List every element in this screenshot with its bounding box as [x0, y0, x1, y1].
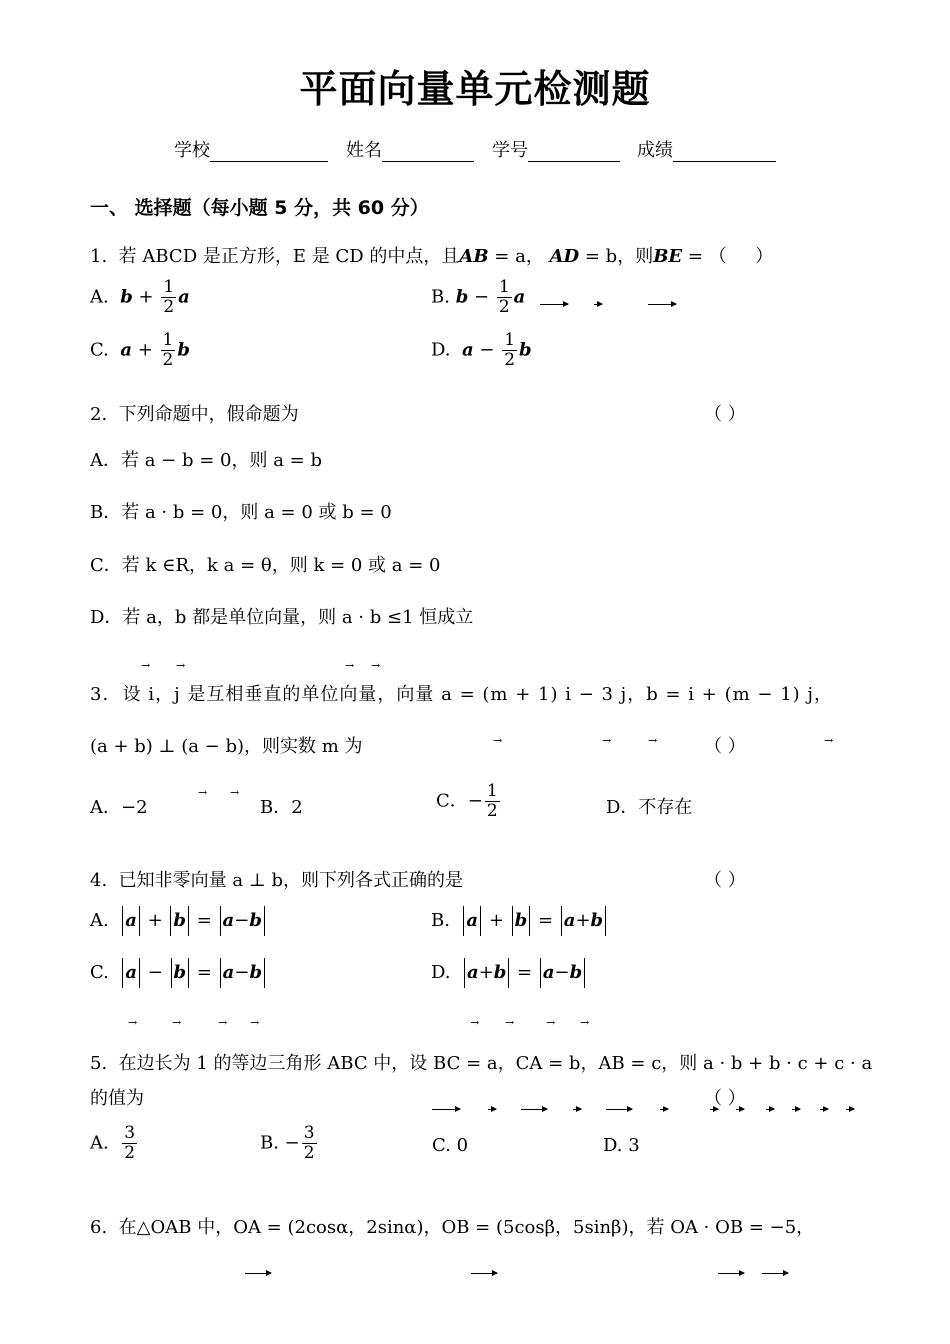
fraction-half: $\frac{1}{2}$ [504, 330, 516, 370]
option-label: C. [90, 339, 109, 361]
question-5-stem [90, 1049, 872, 1075]
vector-arrow-icon: → [505, 1016, 515, 1029]
vector-arrow-icon: → [470, 1016, 480, 1029]
score-field[interactable] [637, 136, 776, 162]
vector-b: b [455, 286, 469, 308]
option-label: C. [90, 962, 109, 983]
school-field[interactable] [174, 136, 328, 162]
option-label: B. [431, 286, 450, 308]
q6-text: 在△OAB 中，OA = (2cosα，2sinα)，OB = (5cosβ，5sinβ)，若 OA · OB = −5， [118, 1217, 815, 1238]
minus-sign: − [479, 339, 495, 361]
q2-option-b[interactable]: B．若 a · b = 0，则 a = 0 或 b = 0 [90, 502, 392, 523]
q6-number: 6. [90, 1217, 108, 1238]
q1-eq-b: = b，则 [584, 246, 654, 267]
q3-text-line1: 设 i，j 是互相垂直的单位向量，向量 a = (m + 1) i − 3 j，b = i + (m − 1) j， [122, 684, 833, 705]
q1-text: 若 ABCD 是正方形，E 是 CD 的中点，且 [118, 246, 460, 267]
vector-arrow-icon [521, 1109, 547, 1110]
question-3-stem-line2: (a + b) ⊥ (a − b)，则实数 m 为 [90, 736, 363, 757]
vector-arrow-icon [471, 1273, 497, 1274]
score-label: 成绩 [637, 140, 673, 161]
vector-arrow-icon: → [580, 1016, 590, 1029]
q1-number: 1. [90, 246, 108, 267]
page-title: 平面向量单元检测题 [299, 67, 651, 111]
number-blank[interactable] [528, 141, 620, 162]
q3-option-c[interactable] [436, 782, 502, 821]
vector-arrow-icon [432, 1109, 460, 1110]
vector-arrow-icon: → [824, 734, 834, 747]
q5-text-line2: 的值为 [90, 1088, 144, 1109]
q4-option-b[interactable]: B. a + b = a+b [431, 906, 608, 936]
vector-a: a [178, 286, 190, 308]
vector-arrow-icon: → [345, 659, 355, 672]
fraction-half: $\frac{1}{2}$ [163, 277, 175, 317]
option-label: A. [90, 910, 109, 931]
section-heading: 一、 选择题（每小题 5 分，共 60 分） [90, 197, 429, 219]
vector-arrow-icon: → [176, 659, 186, 672]
vector-arrow-icon [594, 304, 602, 305]
q1-eq-a: = a， [494, 246, 544, 267]
q2-option-c[interactable]: C．若 k ∈R，k a = θ，则 k = 0 或 a = 0 [90, 555, 441, 576]
vector-arrow-icon [846, 1109, 854, 1110]
school-label: 学校 [174, 140, 210, 161]
question-4-stem [90, 866, 463, 892]
q2-answer-paren[interactable]: （ ） [704, 404, 746, 425]
question-3-stem [90, 680, 833, 706]
vector-arrow-icon: → [250, 1016, 260, 1029]
vector-arrow-icon [488, 1109, 496, 1110]
option-label: C．− [436, 790, 483, 812]
q2-option-d[interactable]: D．若 a，b 都是单位向量，则 a · b ≤1 恒成立 [90, 607, 474, 628]
vector-arrow-icon [762, 1273, 788, 1274]
vector-arrow-icon: → [198, 786, 208, 799]
vector-arrow-icon: → [371, 659, 381, 672]
vector-a: a [461, 339, 474, 361]
vector-arrow-icon: → [128, 1016, 138, 1029]
plus-sign: + [138, 286, 154, 308]
option-label: D. [431, 339, 451, 361]
vector-arrow-icon: → [648, 734, 658, 747]
q1-option-d[interactable] [431, 331, 532, 370]
vector-b: b [177, 339, 190, 361]
vector-arrow-icon [606, 1109, 632, 1110]
fraction-half: $\frac{1}{2}$ [498, 277, 510, 317]
q3-option-d[interactable]: D．不存在 [606, 797, 693, 818]
vector-b: b [519, 339, 532, 361]
q5-answer-paren[interactable]: （ ） [704, 1088, 746, 1109]
option-label: D. [431, 962, 451, 983]
plus-sign: + [137, 339, 153, 361]
option-label: B. − [260, 1132, 300, 1154]
vector-arrow-icon: → [602, 734, 612, 747]
q4-option-a[interactable]: A. a + b = a−b [90, 906, 267, 936]
vector-arrow-icon: → [218, 1016, 228, 1029]
question-2-stem [90, 400, 299, 426]
q1-option-c[interactable] [90, 331, 190, 370]
vector-arrow-icon [820, 1109, 828, 1110]
vector-be: BE [653, 246, 683, 267]
q4-number: 4. [90, 870, 108, 891]
q1-option-b[interactable] [431, 278, 525, 317]
q4-option-d[interactable]: D. a+b = a−b [431, 958, 587, 988]
q3-option-b[interactable]: B．2 [260, 797, 303, 818]
vector-arrow-icon [573, 1109, 581, 1110]
vector-arrow-icon [718, 1273, 744, 1274]
vector-a: a [120, 339, 132, 361]
vector-arrow-icon: → [230, 786, 240, 799]
q5-option-d[interactable]: D. 3 [603, 1135, 640, 1156]
vector-arrow-icon [736, 1109, 744, 1110]
name-label: 姓名 [346, 140, 382, 161]
vector-a: a [513, 286, 526, 308]
question-1-stem [90, 242, 773, 268]
q3-option-a[interactable]: A．−2 [90, 797, 148, 818]
q3-number: 3. [90, 684, 110, 705]
question-6-stem [90, 1213, 814, 1239]
fraction-three-halves: $\frac{3}{2}$ [303, 1123, 315, 1163]
vector-arrow-icon [540, 304, 568, 305]
vector-arrow-icon [710, 1109, 718, 1110]
q1-option-a[interactable] [90, 278, 190, 317]
option-label: A. [90, 1132, 109, 1154]
option-label: A. [90, 286, 109, 308]
q5-text-line1: 在边长为 1 的等边三角形 ABC 中，设 BC = a，CA = b，AB = c，则 a · b + b · c + c · a [118, 1053, 873, 1074]
q1-eq-c: = （ [687, 246, 727, 267]
q3-answer-paren[interactable]: （ ） [704, 736, 746, 757]
q5-number: 5. [90, 1053, 108, 1074]
vector-arrow-icon [648, 304, 676, 305]
vector-b: b [120, 286, 133, 308]
q2-number: 2. [90, 404, 108, 425]
vector-ad: AD [549, 246, 580, 267]
score-blank[interactable] [673, 141, 776, 162]
q1-paren-close: ） [755, 246, 774, 267]
vector-arrow-icon [792, 1109, 800, 1110]
vector-arrow-icon: → [141, 659, 151, 672]
fraction-half: $\frac{1}{2}$ [486, 781, 498, 821]
vector-ab: AB [459, 246, 489, 267]
option-label: B. [431, 910, 450, 931]
vector-arrow-icon [766, 1109, 774, 1110]
q4-answer-paren[interactable]: （ ） [704, 870, 746, 891]
fraction-three-halves: $\frac{3}{2}$ [124, 1123, 136, 1163]
name-field[interactable] [346, 136, 474, 162]
name-blank[interactable] [382, 141, 474, 162]
q5-option-c[interactable]: C. 0 [432, 1135, 469, 1156]
q2-text: 下列命题中，假命题为 [118, 404, 299, 425]
school-blank[interactable] [210, 141, 328, 162]
fraction-half: $\frac{1}{2}$ [162, 330, 174, 370]
vector-arrow-icon [245, 1273, 271, 1274]
vector-arrow-icon [660, 1109, 668, 1110]
vector-arrow-icon: → [493, 734, 503, 747]
q4-option-c[interactable]: C. a − b = a−b [90, 958, 267, 988]
vector-arrow-icon: → [172, 1016, 182, 1029]
number-label: 学号 [492, 140, 528, 161]
q5-option-a[interactable] [90, 1124, 139, 1163]
q5-option-b[interactable] [260, 1124, 319, 1163]
vector-arrow-icon: → [546, 1016, 556, 1029]
number-field[interactable] [492, 136, 620, 162]
q4-text: 已知非零向量 a ⊥ b，则下列各式正确的是 [118, 870, 463, 891]
minus-sign: − [474, 286, 490, 308]
q2-option-a[interactable]: A．若 a − b = 0，则 a = b [90, 450, 322, 471]
